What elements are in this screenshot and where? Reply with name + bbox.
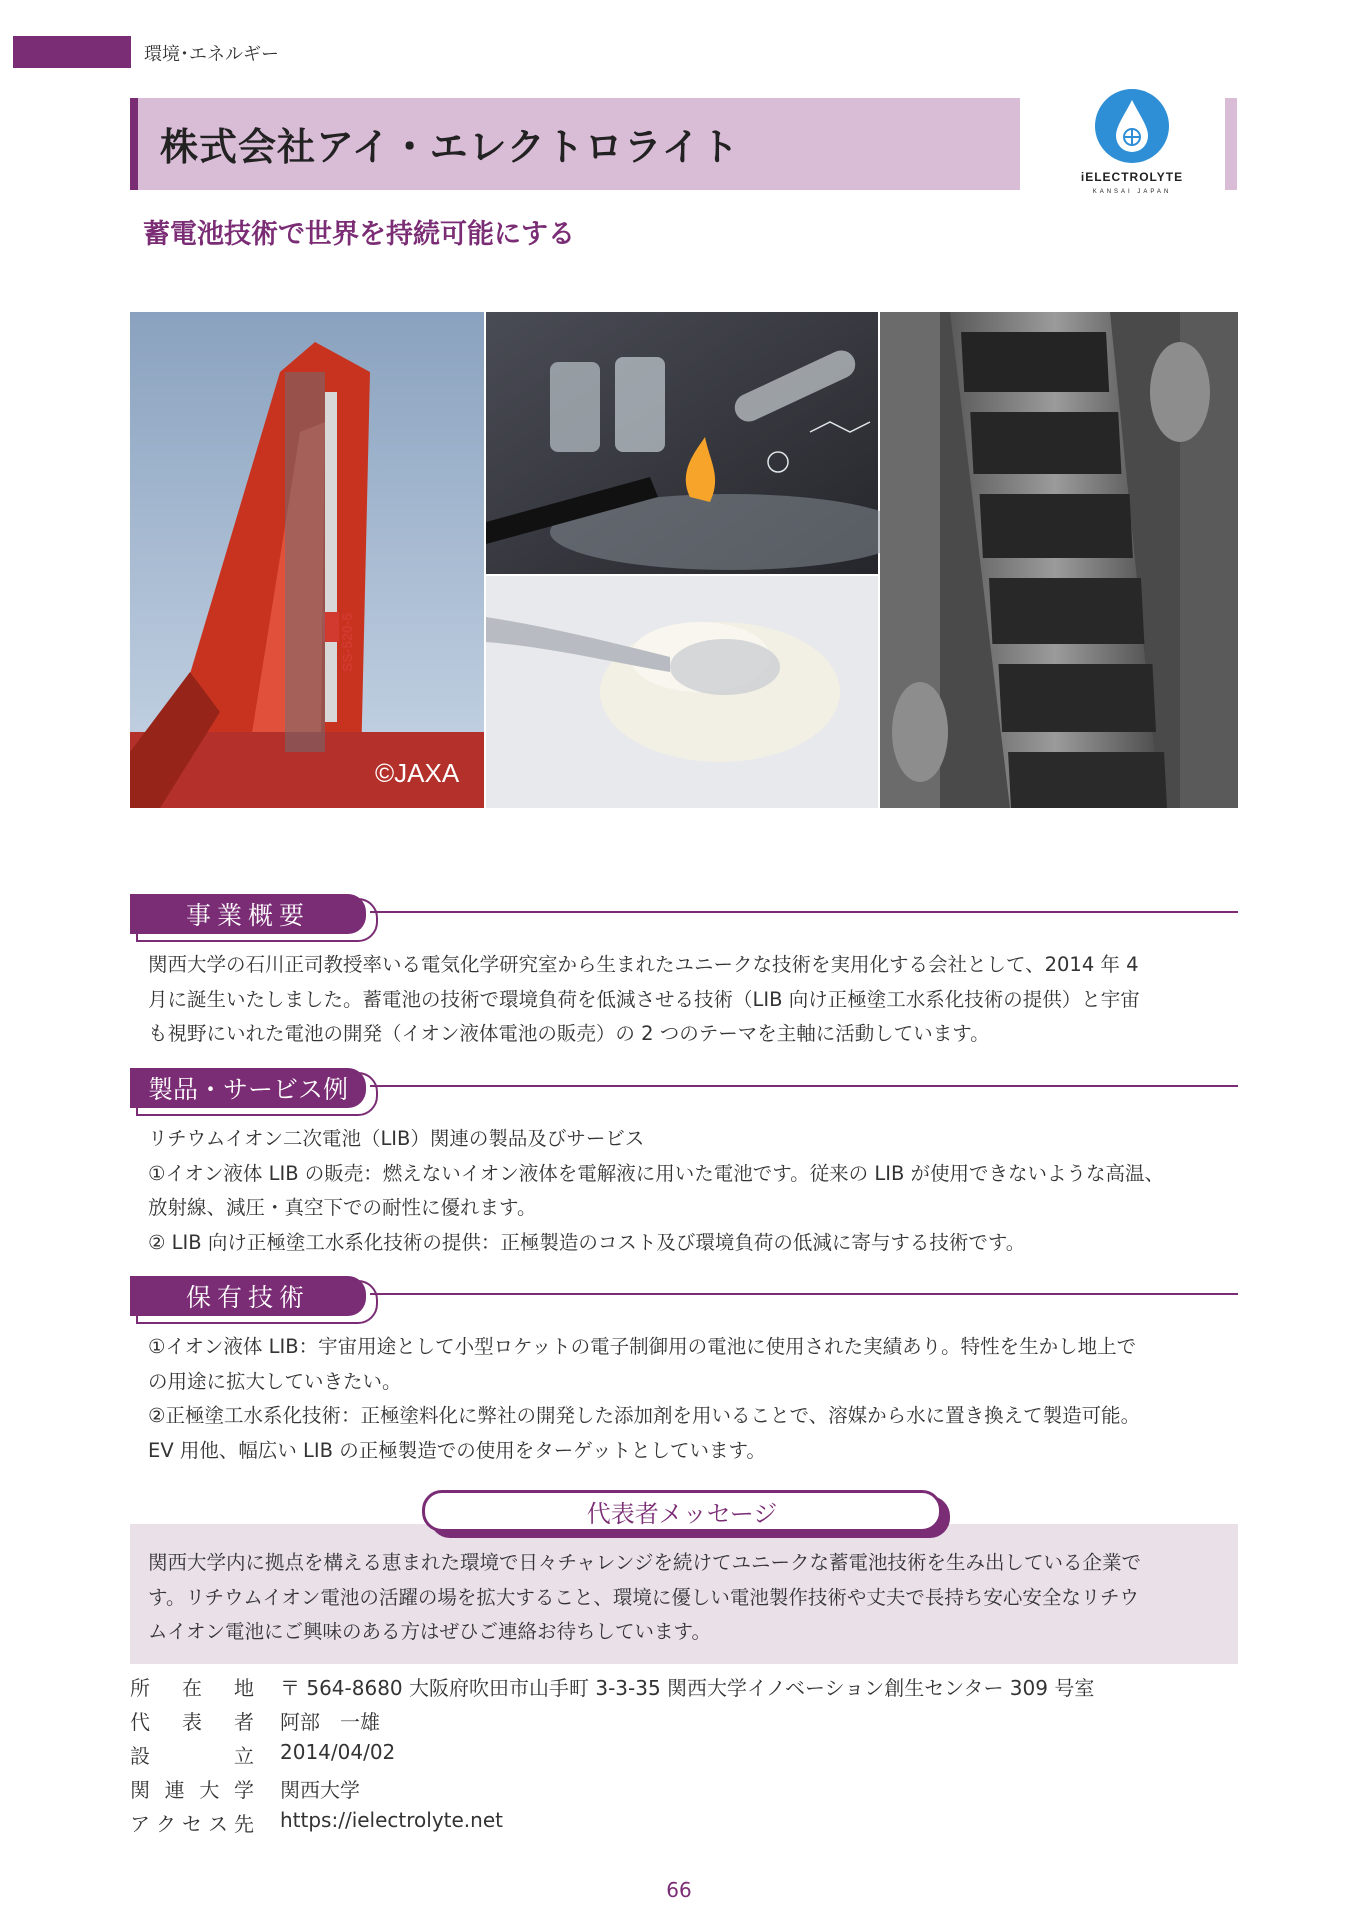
info-representative: 代 表 者 阿部 一雄 bbox=[130, 1710, 380, 1734]
page-number: 66 bbox=[666, 1878, 692, 1902]
section-header-technology bbox=[130, 1276, 370, 1320]
info-access: ア ク セ ス 先 https://ielectrolyte.net bbox=[130, 1808, 503, 1836]
section-header-business-outline bbox=[130, 894, 370, 934]
company-subtitle: 蓄電池技術で世界を持続可能にする bbox=[143, 219, 575, 250]
website-link[interactable]: https://ielectrolyte.net bbox=[280, 1808, 503, 1832]
coating-photo bbox=[880, 312, 1238, 808]
rocket-photo bbox=[130, 312, 484, 808]
section-body-business: 関西大学の石川正司教授率いる電気化学研究室から生まれたユニークな技術を実用化する会社として、2014 年 4 月に誕生いたしました。蓄電池の技術で環境負荷を低減させる技術（LIB 向け正極塗工水系化技術の提供）と宇宙 も視野にいれた電池の開発（イオン液体電池の販売）の 2 つのテーマを主軸に活動しています。 bbox=[148, 953, 1140, 1045]
message-title: 代表者メッセージ bbox=[422, 1490, 942, 1532]
info-address: 所 在 地 〒 564-8680 大阪府吹田市山手町 3-3-35 関西大学イノベーション創生センター 309 号室 bbox=[130, 1676, 1095, 1700]
category-label: 環境･エネルギー bbox=[144, 44, 279, 65]
message-body: 関西大学内に拠点を構える恵まれた環境で日々チャレンジを続けてユニークな蓄電池技術を生み出している企業で す。リチウムイオン電池の活躍の場を拡大すること、環境に優しい電池製作技術や丈夫で長持ち安心安全なリチウ ムイオン電池にご興味のある方はぜひご連絡お待ちしています。 bbox=[148, 1551, 1141, 1643]
powder-photo bbox=[486, 576, 878, 808]
section-divider bbox=[370, 1293, 1238, 1295]
jaxa-credit: ©JAXA bbox=[375, 758, 460, 788]
logo-name: iELECTROLYTE bbox=[1080, 170, 1184, 184]
logo-tagline: KANSAI JAPAN bbox=[1092, 189, 1172, 195]
company-logo bbox=[1052, 86, 1212, 196]
section-body-technology: ①イオン液体 LIB：宇宙用途として小型ロケットの電子制御用の電池に使用された実績あり。特性を生かし地上で の用途に拡大していきたい。 ②正極塗工水系化技術：正極塗料化に弊社の開発した添加剤を用いることで、溶媒から水に置き換えて製造可能。 EV 用他、幅広い LIB の正極製造での使用をターゲットとしています。 bbox=[148, 1335, 1141, 1462]
title-banner-end bbox=[1225, 98, 1237, 190]
info-established: 設 立 2014/04/02 bbox=[130, 1740, 396, 1768]
section-divider bbox=[370, 1085, 1238, 1087]
photo-collage bbox=[130, 312, 1238, 808]
rocket-label: SS-520-5 bbox=[339, 612, 355, 672]
lab-photo bbox=[486, 312, 910, 574]
section-title-business: 事業概要 bbox=[130, 894, 366, 934]
info-university: 関 連 大 学 関西大学 bbox=[130, 1778, 360, 1802]
section-body-products: リチウムイオン二次電池（LIB）関連の製品及びサービス ①イオン液体 LIB の販売：燃えないイオン液体を電解液に用いた電池です。従来の LIB が使用できないような高温、 放射線、減圧・真空下での耐性に優れます。 ② LIB 向け正極塗工水系化技術の提供：正極製造のコスト及び環境負荷の低減に寄与する技術です。 bbox=[148, 1127, 1165, 1254]
section-title-products: 製品・サービス例 bbox=[130, 1068, 366, 1108]
section-header-products bbox=[130, 1068, 370, 1112]
section-title-technology: 保有技術 bbox=[130, 1276, 366, 1316]
company-title: 株式会社アイ・エレクトロライト bbox=[160, 125, 740, 169]
section-divider bbox=[370, 911, 1238, 913]
category-bar bbox=[13, 36, 131, 68]
